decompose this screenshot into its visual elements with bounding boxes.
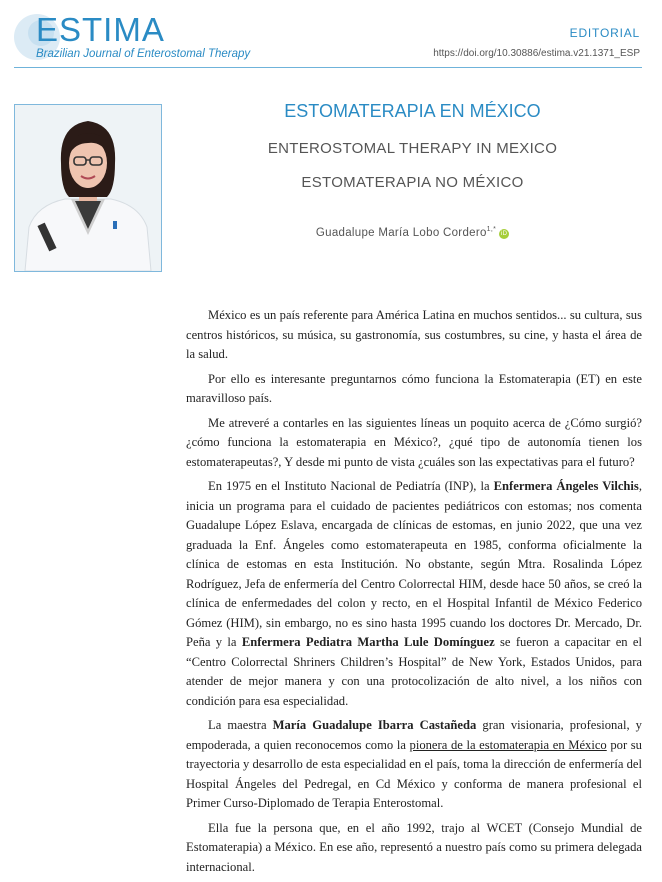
paragraph-5-text-c: por su trayectoria y desarrollo de esta especialidad en el país, toma la dirección de enfermería del Hospital Ángeles del Pedregal, en Cd México y conforma de manera profesional el Primer Curso-Diplomado de Terapia Enterostomal. (186, 737, 642, 810)
paragraph-3: Me atreveré a contarles en las siguientes líneas un poquito acerca de ¿Cómo surgió? ¿cómo funciona la estomaterapia en México?, ¿qué tipo de autonomía tienen los estomaterapeutas?, Y desde mi punto de vista ¿cuáles son las expectativas para el futuro? (186, 415, 642, 469)
paragraph-5-text-a: La maestra (208, 718, 273, 732)
author-portrait-illustration (15, 105, 161, 271)
article-titles (185, 96, 640, 194)
article-title-spanish: ESTOMATERAPIA EN MÉXICO (284, 101, 541, 121)
author-affiliation-marker: 1,* (486, 226, 497, 233)
section-label: EDITORIAL (569, 26, 640, 40)
paragraph-4-text-b: , inicia un programa para el cuidado de pacientes pediátricos con estomas; nos comenta Guadalupe López Eslava, encargada de clínicas de estomas, en junio 2022, que una vez graduada la Enf. Ángeles como estomaterapeuta en 1985, conforma oficialmente la clínica de estomas en esta Institución. No obstante, según Mtra. Rosalinda López Rodríguez, Jefa de enfermería del Centro Colorrectal HIM, desde hace 50 años, se creó la clínica de enfermedades del colon y recto, en el Hospital Infantil de México Federico Gómez (HIM), sin embargo, no es sino hasta 1995 cuando los doctores Dr. Mercado, Dr. Peña y la (186, 479, 642, 649)
paragraph-4 (186, 477, 642, 711)
author-photo (14, 104, 162, 272)
article-title-portuguese: ESTOMATERAPIA NO MÉXICO (301, 174, 524, 191)
doi-link[interactable]: https://doi.org/10.30886/estima.v21.1371_ESP (433, 48, 640, 59)
paragraph-2: Por ello es interesante preguntarnos cómo funciona la Estomaterapia (ET) en este maravilloso país. (186, 371, 642, 405)
paragraph-4-bold-name: Enfermera Ángeles Vilchis (493, 479, 639, 493)
author-name: Guadalupe María Lobo Cordero (315, 226, 487, 239)
paragraph-4-text-c: se fueron a capacitar en el “Centro Colorrectal Shriners Children’s Hospital” de New York, Estados Unidos, para atender de mejor manera y con una protocolización de alto nivel, a los niños con condición para esa especialidad. (186, 635, 642, 708)
article-title-english: ENTEROSTOMAL THERAPY IN MEXICO (267, 140, 558, 157)
journal-name: ESTIMA (36, 11, 165, 48)
paragraph-5-text-b: gran visionaria, profesional, y empoderada, a quien reconocemos como la (186, 718, 642, 752)
orcid-icon[interactable]: iD (500, 230, 508, 237)
header-divider (14, 67, 642, 68)
paragraph-1: México es un país referente para América Latina en muchos sentidos... su cultura, sus centros históricos, su música, su gastronomía, sus costumbres, su cine, y hasta el área de la salud. (186, 308, 642, 361)
paragraph-5-bold-name: María Guadalupe Ibarra Castañeda (272, 718, 477, 732)
author-line (185, 226, 640, 239)
journal-subtitle: Brazilian Journal of Enterostomal Therapy (36, 48, 251, 60)
paragraph-5-underlined: pionera de la estomaterapia en México (409, 737, 607, 752)
paragraph-5 (186, 716, 642, 814)
paragraph-4-bold-name-2: Enfermera Pediatra Martha Lule Domínguez (241, 635, 495, 649)
journal-header (0, 0, 662, 72)
article-body (186, 306, 642, 882)
paragraph-4-text-a: En 1975 en el Instituto Nacional de Pediatría (INP), la (208, 479, 494, 493)
paragraph-6: Ella fue la persona que, en el año 1992, trajo al WCET (Consejo Mundial de Estomaterapia) a México. En ese año, representó a nuestro país como su primera delegada internacional. (186, 820, 642, 874)
